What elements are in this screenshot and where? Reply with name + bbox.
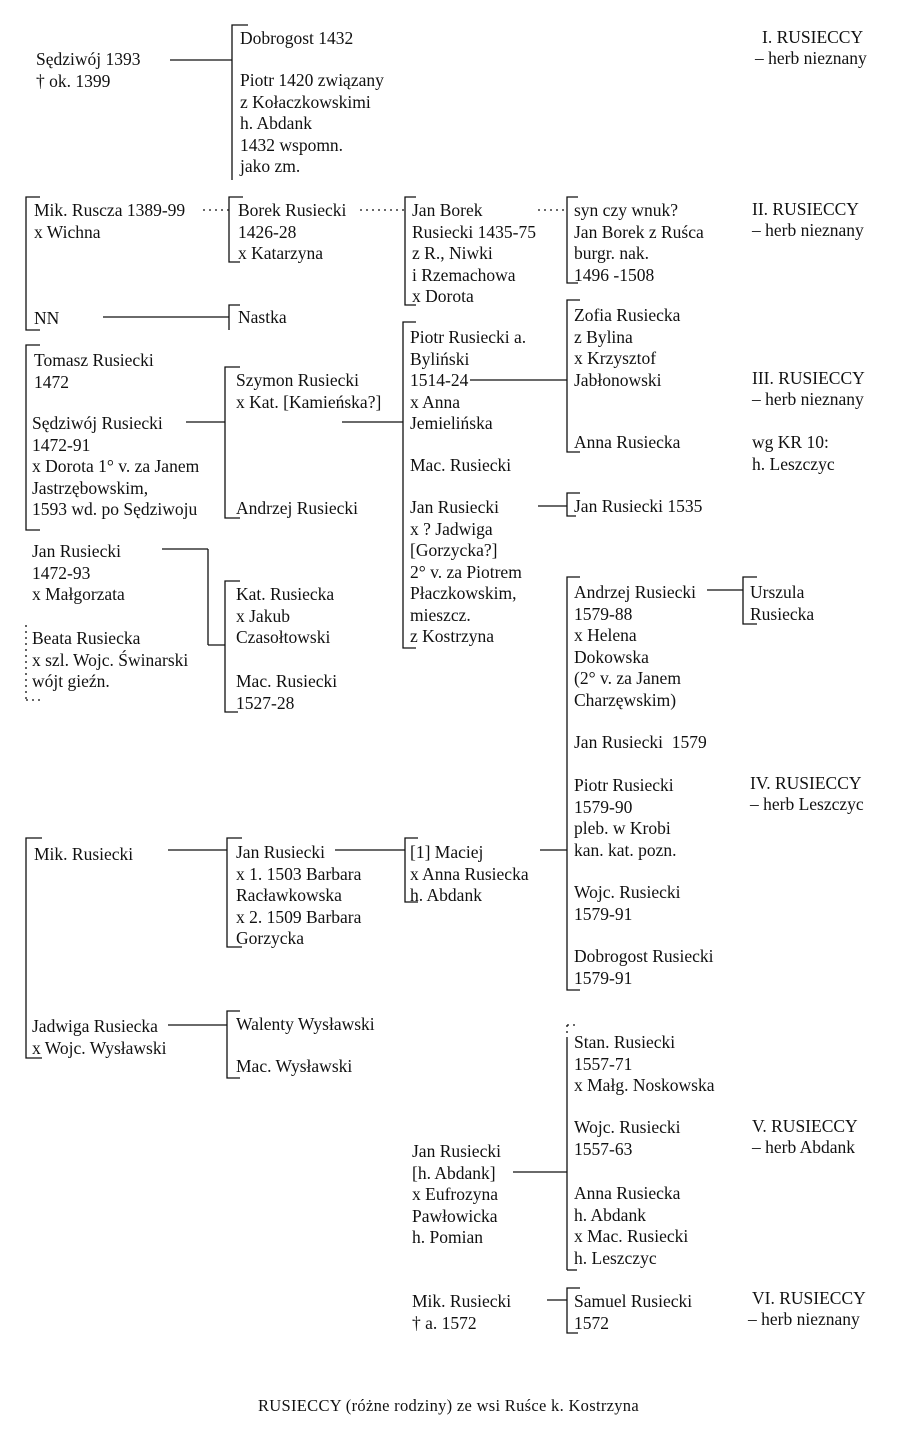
person-tomasz: Tomasz Rusiecki 1472 <box>34 350 154 392</box>
person-jan-abdank: Jan Rusiecki [h. Abdank] x Eufrozyna Pawłowicka h. Pomian <box>412 1141 501 1247</box>
person-dobrogost-1432: Dobrogost 1432 <box>240 28 354 48</box>
family-ii-numeral: II. RUSIECCY <box>752 199 859 219</box>
person-jan-1579: Jan Rusiecki 1579 <box>574 732 707 752</box>
person-andrzej-1: Andrzej Rusiecki <box>236 498 358 518</box>
person-anna-abdank: Anna Rusiecka h. Abdank x Mac. Rusiecki h. Leszczyc <box>574 1183 689 1268</box>
family-iv-numeral: IV. RUSIECCY <box>750 773 862 793</box>
person-nastka: Nastka <box>238 307 287 327</box>
person-mik-rusiecki: Mik. Rusiecki <box>34 844 134 864</box>
person-jan-1503: Jan Rusiecki x 1. 1503 Barbara Racławkowska x 2. 1509 Barbara Gorzycka <box>236 842 362 948</box>
person-urszula: Urszula Rusiecka <box>750 582 815 624</box>
person-nn: NN <box>34 308 60 328</box>
person-stan: Stan. Rusiecki 1557-71 x Małg. Noskowska <box>574 1032 715 1095</box>
person-sedziwoj-rusiecki: Sędziwój Rusiecki 1472-91 x Dorota 1° v. za Janem Jastrzębowskim, 1593 wd. po Sędziwoju <box>32 413 200 519</box>
person-jan-jadwiga: Jan Rusiecki x ? Jadwiga [Gorzycka?] 2° v. za Piotrem Płaczkowskim, mieszcz. z Kostrzyna <box>410 497 522 646</box>
person-jadwiga: Jadwiga Rusiecka x Wojc. Wysławski <box>32 1016 167 1058</box>
person-mac-rusiecki: Mac. Rusiecki <box>410 455 512 475</box>
family-iii-numeral: III. RUSIECCY <box>752 368 865 388</box>
family-v-herb: – herb Abdank <box>752 1137 856 1157</box>
person-beata: Beata Rusiecka x szl. Wojc. Świnarski wójt gieźn. <box>32 628 189 691</box>
person-mac-1527: Mac. Rusiecki 1527-28 <box>236 671 338 713</box>
person-andrzej-1579: Andrzej Rusiecki 1579-88 x Helena Dokowska (2° v. za Janem Charzęwskim) <box>574 582 696 710</box>
person-dobrogost-1579: Dobrogost Rusiecki 1579-91 <box>574 946 714 988</box>
person-zofia: Zofia Rusiecka z Bylina x Krzysztof Jabłonowski <box>574 305 681 390</box>
family-iii-note: wg KR 10: h. Leszczyc <box>752 432 835 474</box>
family-vi-herb: – herb nieznany <box>748 1309 860 1329</box>
person-jan-1535: Jan Rusiecki 1535 <box>574 496 703 516</box>
person-syn-czy-wnuk: syn czy wnuk? Jan Borek z Ruśca burgr. nak. 1496 -1508 <box>574 200 704 285</box>
person-jan-1472: Jan Rusiecki 1472-93 x Małgorzata <box>32 541 125 604</box>
person-wojc-1579: Wojc. Rusiecki 1579-91 <box>574 882 681 924</box>
family-vi-numeral: VI. RUSIECCY <box>752 1288 866 1308</box>
family-ii-herb: – herb nieznany <box>752 220 864 240</box>
family-iii-herb: – herb nieznany <box>752 389 864 409</box>
person-sedziwoj-1393: Sędziwój 1393 † ok. 1399 <box>36 49 141 91</box>
family-v-numeral: V. RUSIECCY <box>752 1116 858 1136</box>
person-piotr-1420: Piotr 1420 związany z Kołaczkowskimi h. Abdank 1432 wspomn. jako zm. <box>240 70 384 176</box>
family-iv-herb: – herb Leszczyc <box>750 794 864 814</box>
person-mac-wyslawski: Mac. Wysławski <box>236 1056 353 1076</box>
person-szymon: Szymon Rusiecki x Kat. [Kamieńska?] <box>236 370 382 412</box>
family-i-numeral: I. RUSIECCY <box>762 27 864 47</box>
person-kat-rusiecka: Kat. Rusiecka x Jakub Czasołtowski <box>236 584 335 647</box>
person-borek-rusiecki: Borek Rusiecki 1426-28 x Katarzyna <box>238 200 347 263</box>
family-i-herb: – herb nieznany <box>755 48 867 68</box>
chart-caption: RUSIECCY (różne rodziny) ze wsi Ruśce k. Kostrzyna <box>258 1396 639 1415</box>
person-piotr-bylinski: Piotr Rusiecki a. Byliński 1514-24 x Anna Jemielińska <box>410 327 527 433</box>
person-wojc-1557: Wojc. Rusiecki 1557-63 <box>574 1117 681 1159</box>
person-jan-borek: Jan Borek Rusiecki 1435-75 z R., Niwki i Rzemachowa x Dorota <box>412 200 536 306</box>
person-walenty: Walenty Wysławski <box>236 1014 375 1034</box>
person-anna-1: Anna Rusiecka <box>574 432 681 452</box>
person-samuel: Samuel Rusiecki 1572 <box>574 1291 693 1333</box>
person-piotr-1579: Piotr Rusiecki 1579-90 pleb. w Krobi kan. kat. pozn. <box>574 775 677 860</box>
person-maciej: [1] Maciej x Anna Rusiecka h. Abdank <box>410 842 529 905</box>
person-mik-ruscza: Mik. Ruscza 1389-99 x Wichna <box>34 200 186 242</box>
person-mik-1572: Mik. Rusiecki † a. 1572 <box>412 1291 512 1333</box>
